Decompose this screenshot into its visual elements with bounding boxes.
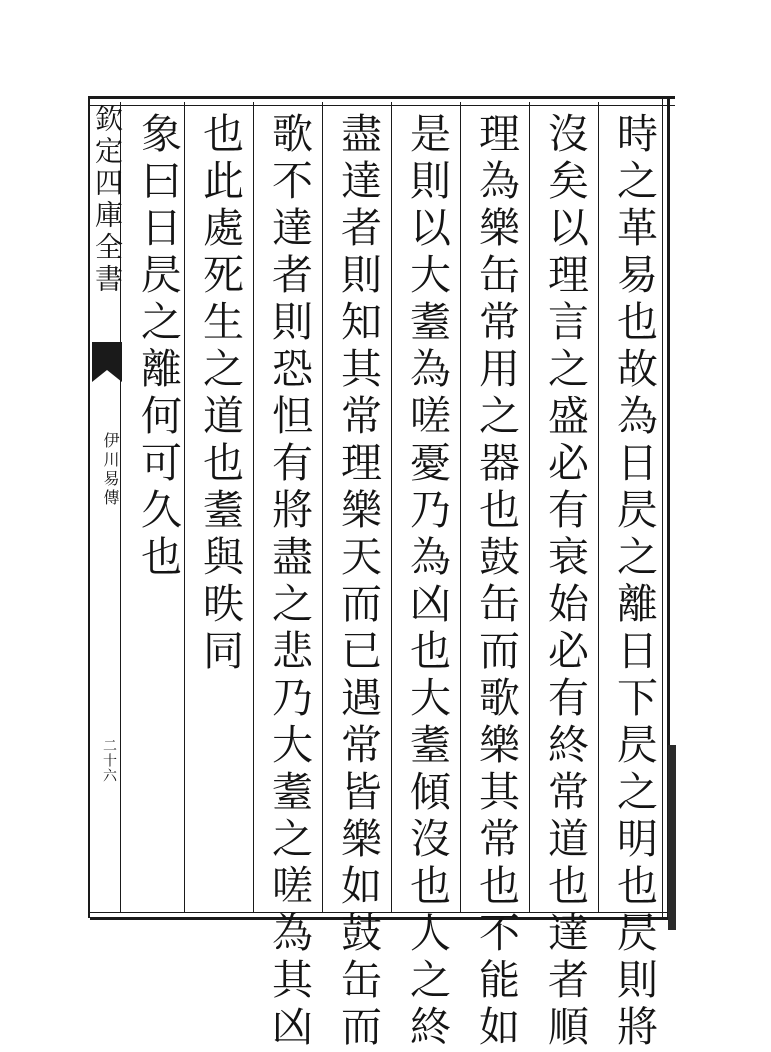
text-column-8: 象曰日昃之離何可久也 [134,112,182,582]
column-rule [598,102,599,912]
text-column-4: 是則以大耋為嗟憂乃為凶也大耋傾沒也人之終 [403,112,451,1052]
text-column-5: 盡達者則知其常理樂天而已遇常皆樂如鼓缶而 [334,112,382,1052]
fish-tail-mark [92,342,122,382]
frame-top-border [90,96,675,106]
frame-left-border [88,96,90,918]
text-column-1: 時之革易也故為日昃之離日下昃之明也昃則將 [610,112,658,1052]
collection-title: 欽定四庫全書 [91,104,124,296]
column-rule [391,102,392,912]
text-column-7: 也此處死生之道也耋與昳同 [196,112,244,676]
frame-edge-shadow [668,745,676,930]
page-number: 二十六 [101,738,117,783]
book-title: 伊川易傳 [101,432,120,508]
column-rule [529,102,530,912]
column-rule [322,102,323,912]
column-rule [253,102,254,912]
text-column-6: 歌不達者則恐怛有將盡之悲乃大耋之嗟為其凶 [265,112,313,1052]
text-column-2: 沒矣以理言之盛必有衰始必有終常道也達者順 [541,112,589,1052]
column-rule [460,102,461,912]
text-column-3: 理為樂缶常用之器也鼓缶而歌樂其常也不能如 [472,112,520,1052]
